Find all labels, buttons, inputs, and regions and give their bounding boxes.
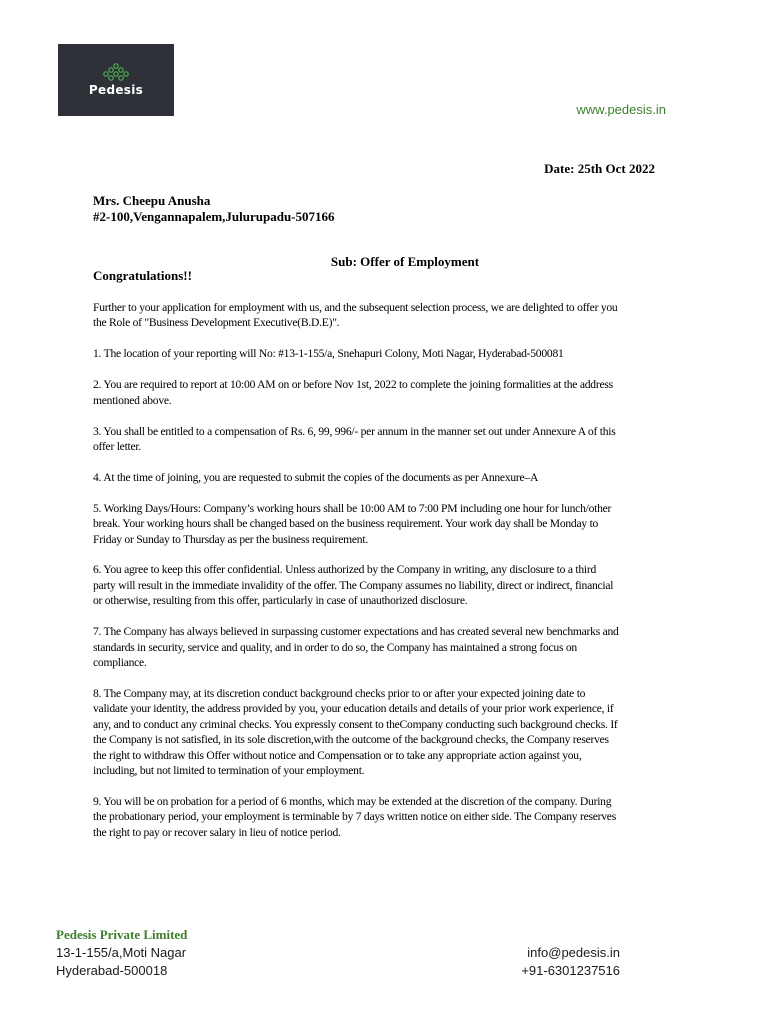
footer-phone: +91-6301237516 xyxy=(521,963,620,978)
clause-background-checks: 8. The Company may, at its discretion conduct background checks prior to or after your expected joining date to validate your identity, the address provided by you, your education details and details of your prior work experience, if any, and to conduct any criminal checks. You expressly consent to theCompany conducting such background checks. If the Company is not satisfied, in its sole discretion,with the outcome of the background checks, the Company reserves the right to withdraw this Offer without notice and Compensation or to take any appropriate action against you, including, but not limited to termination of your employment. xyxy=(93,686,618,777)
letter-date: Date: 25th Oct 2022 xyxy=(544,161,655,176)
intro-paragraph: Further to your application for employment with us, and the subsequent selection process, we are delighted to offer you the Role of "Business Development Executive(B.D.E)". xyxy=(93,301,618,330)
clause-location: 1. The location of your reporting will No: #13-1-155/a, Snehapuri Colony, Moti Nagar, Hyderabad-500081 xyxy=(93,347,564,361)
footer-address xyxy=(56,944,186,980)
letter-body xyxy=(93,300,621,856)
clause-probation: 9. You will be on probation for a period of 6 months, which may be extended at the discretion of the company. During the probationary period, your employment is terminable by 7 days written notice on either side. The Company reserves the right to pay or recover salary in lieu of notice period. xyxy=(93,794,616,839)
footer-company-name: Pedesis Private Limited xyxy=(56,927,188,942)
company-logo xyxy=(58,44,174,116)
website-link[interactable]: www.pedesis.in xyxy=(576,102,666,117)
addressee-block xyxy=(93,193,335,224)
clause-confidentiality: 6. You agree to keep this offer confidential. Unless authorized by the Company in writing, any disclosure to a third party will result in the immediate invalidity of the offer. The Company assumes no liability, direct or indirect, financial or otherwise, resulting from this offer, particularly in case of unauthorized disclosure. xyxy=(93,563,614,608)
clause-compensation: 3. You shall be entitled to a compensation of Rs. 6, 99, 996/- per annum in the manner set out under Annexure A of this offer letter. xyxy=(93,424,616,453)
clause-reporting: 2. You are required to report at 10:00 AM on or before Nov 1st, 2022 to complete the joining formalities at the address mentioned above. xyxy=(93,378,613,407)
footer-address-line1: 13-1-155/a,Moti Nagar xyxy=(56,945,187,960)
addressee-name: Mrs. Cheepu Anusha xyxy=(93,193,211,208)
logo-text: Pedesis xyxy=(88,82,144,97)
footer-contact xyxy=(521,944,620,980)
clause-documents: 4. At the time of joining, you are requested to submit the copies of the documents as per Annexure–A xyxy=(93,470,539,484)
letter-subject: Sub: Offer of Employment xyxy=(330,254,480,269)
molecule-logo-icon xyxy=(101,62,131,82)
clause-working-hours: 5. Working Days/Hours: Company’s working hours shall be 10:00 AM to 7:00 PM including one hour for lunch/other break. Your working hours shall be changed based on the business requirement. Your work day shall be Monday to Friday or Sunday to Thursday as per the business requirement. xyxy=(93,501,612,546)
addressee-address: #2-100,Vengannapalem,Julurupadu-507166 xyxy=(93,208,335,224)
letter-greeting: Congratulations!! xyxy=(93,268,192,283)
footer-address-line2: Hyderabad-500018 xyxy=(56,963,168,978)
clause-compliance: 7. The Company has always believed in surpassing customer expectations and has created several new benchmarks and standards in security, service and quality, and in order to do so, the Company has maintained a strong focus on compliance. xyxy=(93,625,619,669)
footer-email[interactable]: info@pedesis.in xyxy=(527,945,620,960)
